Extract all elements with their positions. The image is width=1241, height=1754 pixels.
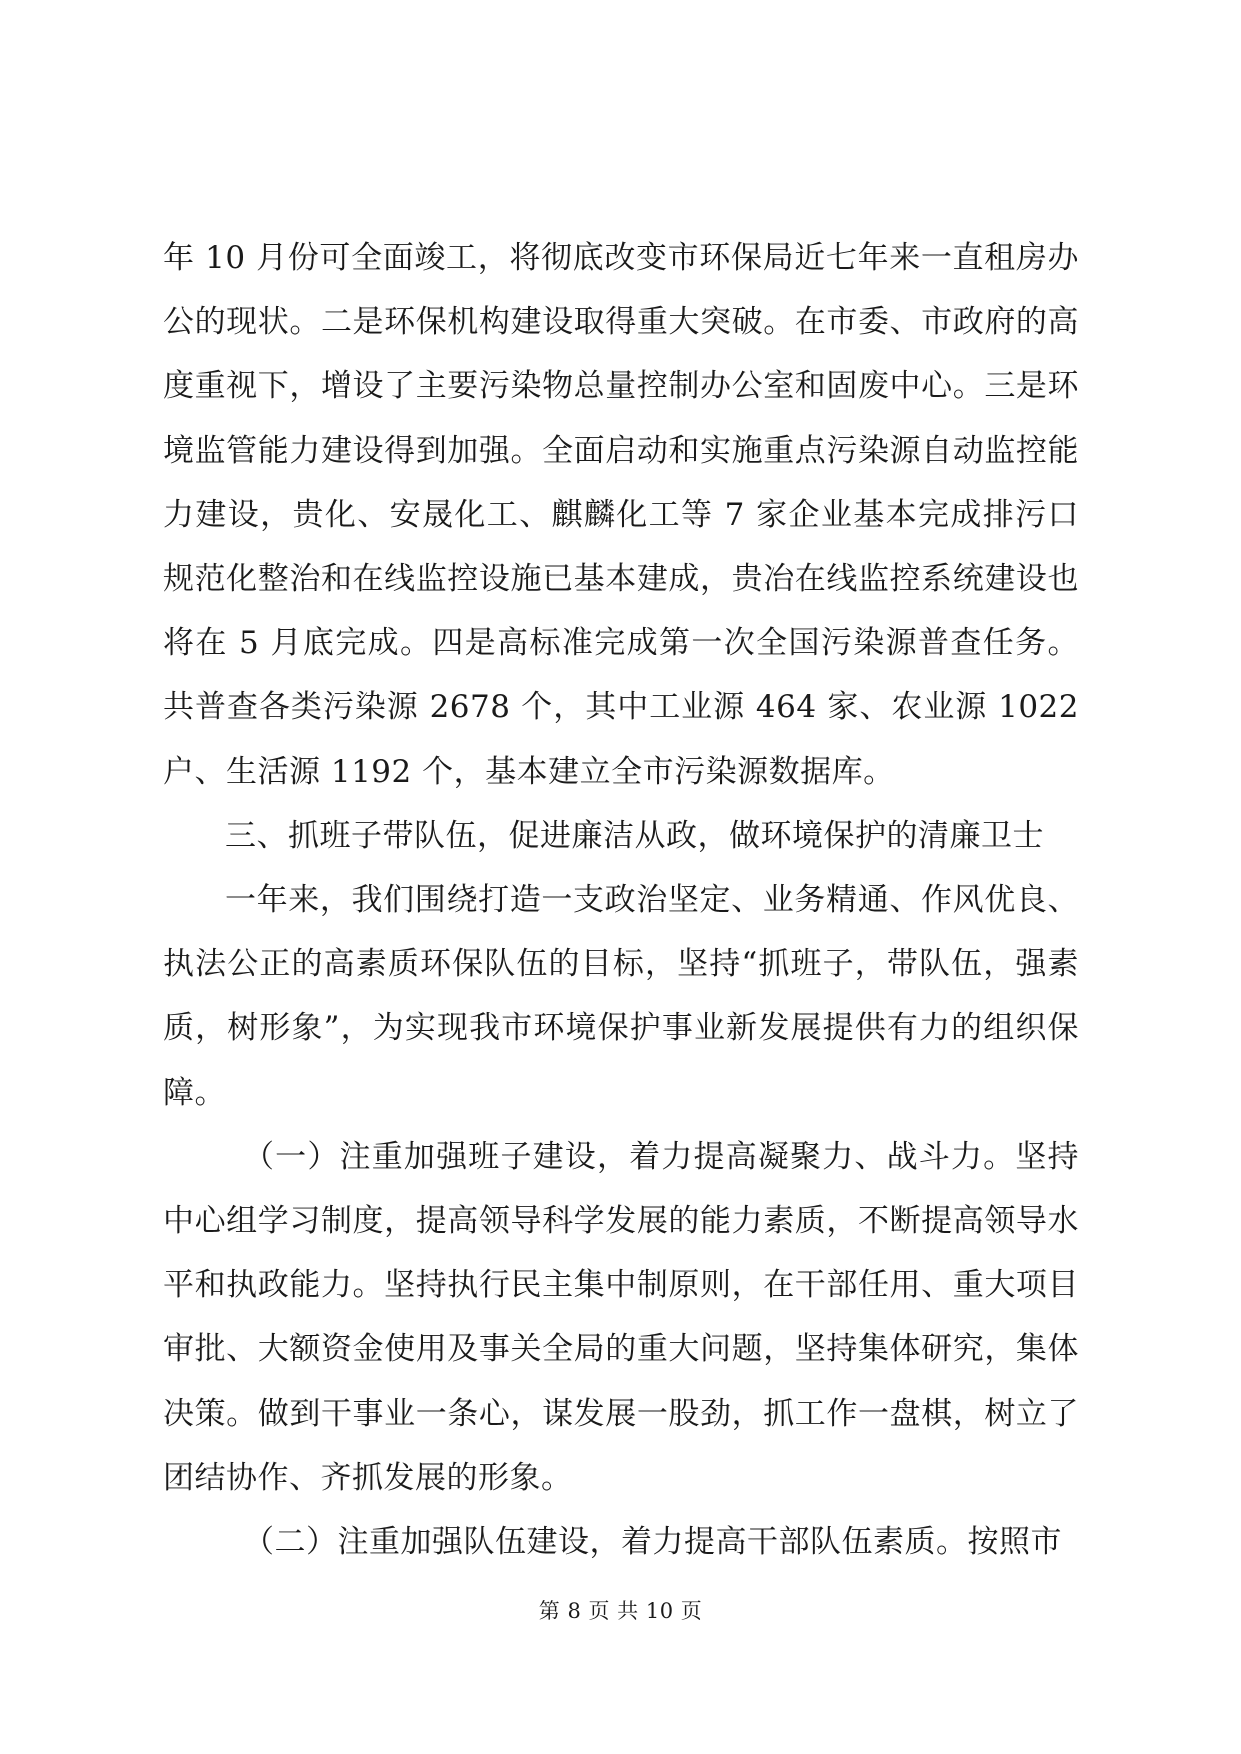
paragraph-leadership: （一）注重加强班子建设，着力提高凝聚力、战斗力。坚持中心组学习制度，提高领导科学发展的能力素质，不断提高领导水平和执政能力。坚持执行民主集中制原则，在干部任用、重大项目审批、大额资金使用及事关全局的重大问题，坚持集体研究，集体决策。做到干事业一条心，谋发展一股劲，抓工作一盘棋，树立了团结协作、齐抓发展的形象。 (163, 1138, 1079, 1496)
paragraph-team-building: 一年来，我们围绕打造一支政治坚定、业务精通、作风优良、执法公正的高素质环保队伍的目标，坚持“抓班子，带队伍，强素质，树形象”，为实现我市环境保护事业新发展提供有力的组织保障。 (163, 882, 1079, 1111)
paragraph-continued: 年 10 月份可全面竣工，将彻底改变市环保局近七年来一直租房办公的现状。二是环保机构建设取得重大突破。在市委、市政府的高度重视下，增设了主要污染物总量控制办公室和固废中心。三是环境监管能力建设得到加强。全面启动和实施重点污染源自动监控能力建设，贵化、安晟化工、麒麟化工等 7 家企业基本完成排污口规范化整治和在线监控设施已基本建成，贵冶在线监控系统建设也将在 5 月底完成。四是高标准完成第一次全国污染源普查任务。共普查各类污染源 2678 个，其中工业源 464 家、农业源 1022 户、生活源 1192 个，基本建立全市污染源数据库。 (163, 240, 1079, 790)
page-number-footer: 第 8 页 共 10 页 (538, 1599, 703, 1623)
paragraph-staff: （二）注重加强队伍建设，着力提高干部队伍素质。按照市 (243, 1524, 1062, 1561)
document-body (163, 226, 1079, 1574)
section-heading-3: 三、抓班子带队伍，促进廉洁从政，做环境保护的清廉卫士 (225, 817, 1044, 854)
